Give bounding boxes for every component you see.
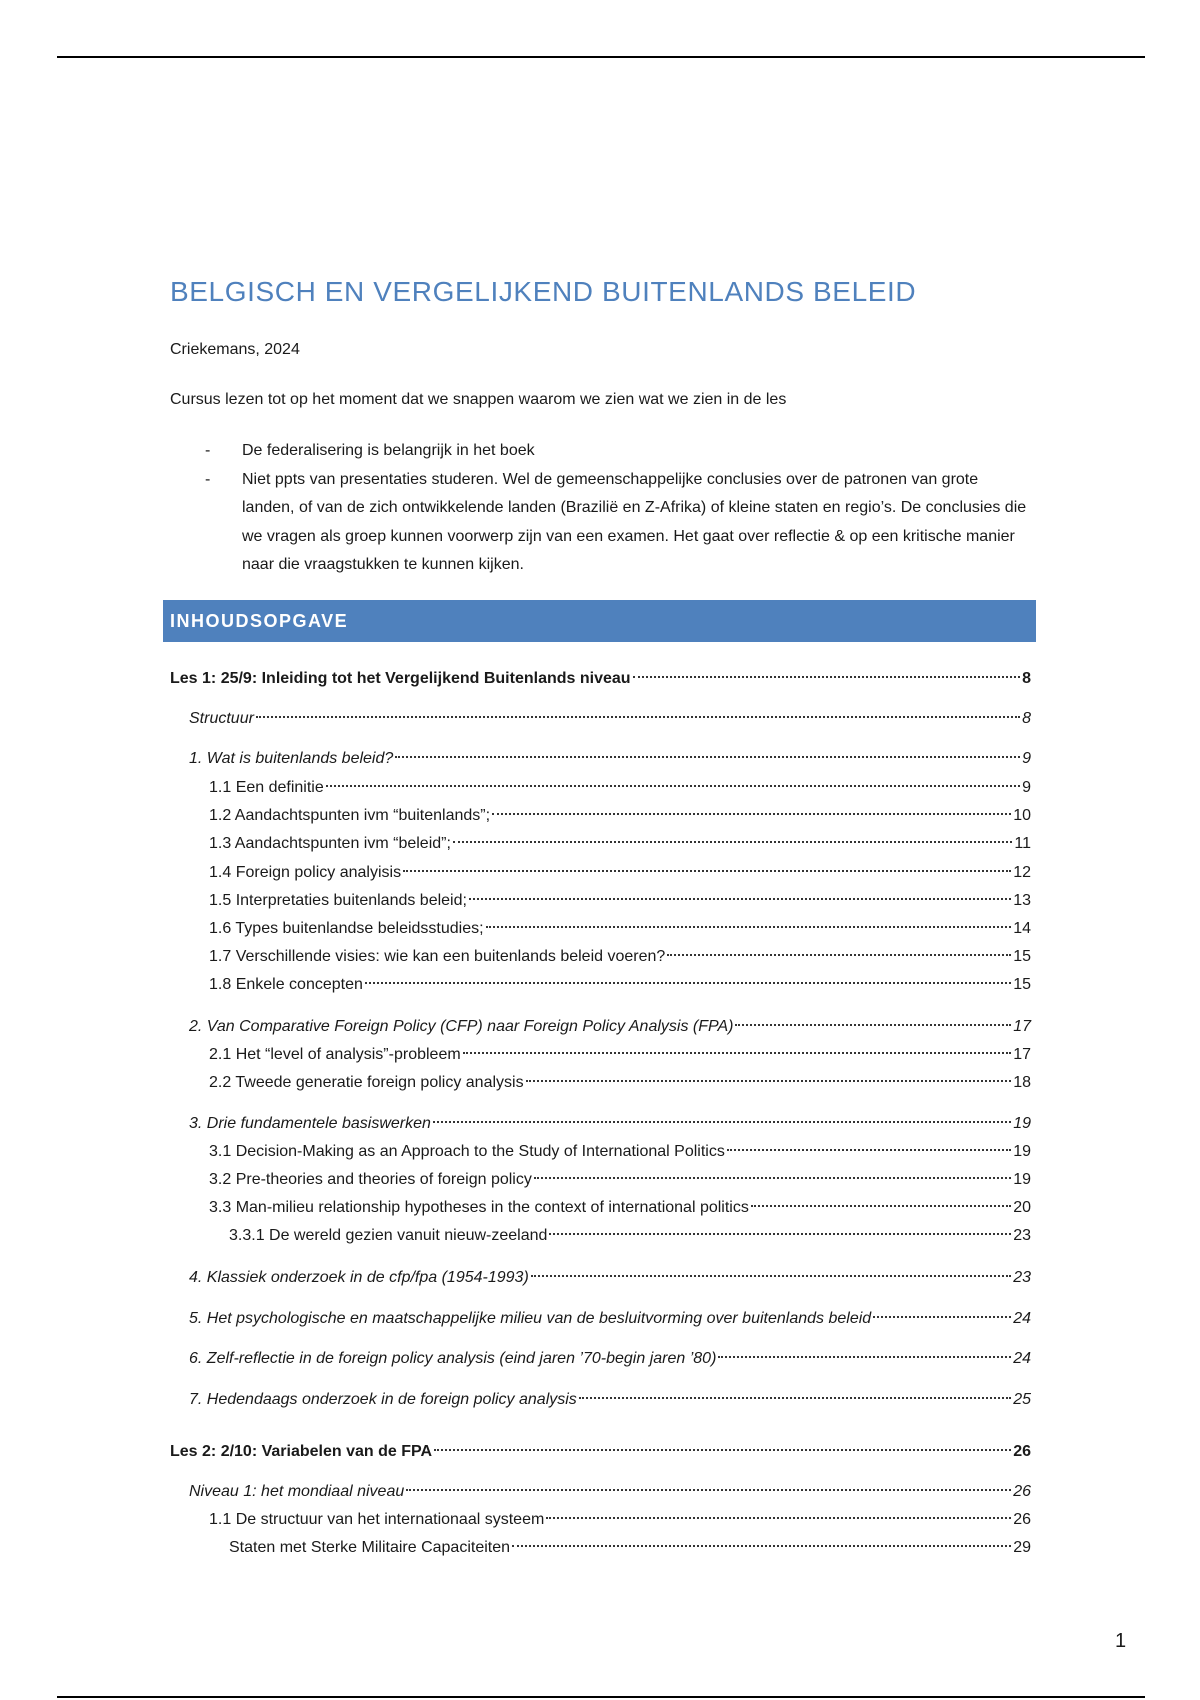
toc-entry[interactable] <box>209 1072 1031 1094</box>
toc-entry[interactable] <box>209 862 1031 884</box>
toc-entry[interactable] <box>209 777 1031 799</box>
toc-dot-leader <box>434 1449 1011 1451</box>
toc-entry-page: 23 <box>1013 1269 1031 1286</box>
toc-entry-page: 17 <box>1013 1046 1031 1063</box>
toc-entry-label: 1.8 Enkele concepten <box>209 976 363 993</box>
toc-entry-label: 2.1 Het “level of analysis”-probleem <box>209 1046 461 1063</box>
toc-dot-leader <box>512 1545 1011 1547</box>
toc-entry-page: 20 <box>1013 1199 1031 1216</box>
toc-dot-leader <box>486 926 1012 928</box>
toc-entry-label: Structuur <box>189 710 254 727</box>
list-item <box>170 437 1030 466</box>
toc-dot-leader <box>526 1080 1012 1082</box>
toc-entry-page: 9 <box>1022 779 1031 796</box>
toc-entry[interactable] <box>209 1509 1031 1531</box>
toc-dot-leader <box>395 756 1020 758</box>
toc-entry[interactable] <box>189 1267 1031 1289</box>
top-rule <box>57 56 1145 58</box>
toc-entry-label: 3. Drie fundamentele basiswerken <box>189 1115 431 1132</box>
toc-entry-page: 15 <box>1013 976 1031 993</box>
toc-entry[interactable] <box>189 1016 1031 1038</box>
toc-entry-label: 1.4 Foreign policy analyisis <box>209 864 402 881</box>
toc-entry-page: 14 <box>1013 920 1031 937</box>
toc-entry-label: 1. Wat is buitenlands beleid? <box>189 750 394 767</box>
toc-entry-label: 3.3 Man-milieu relationship hypotheses in the context of international politics <box>209 1199 749 1216</box>
toc-entry[interactable] <box>209 946 1031 968</box>
page-number: 1 <box>1115 1630 1127 1652</box>
toc-entry[interactable] <box>209 974 1031 996</box>
toc-entry-label: 1.6 Types buitenlandse beleidsstudies; <box>209 920 484 937</box>
toc-entry-label: 3.2 Pre-theories and theories of foreign policy <box>209 1171 532 1188</box>
toc-entry-label: 3.1 Decision-Making as an Approach to the Study of International Politics <box>209 1143 725 1160</box>
toc-dot-leader <box>727 1149 1011 1151</box>
toc-entry-page: 25 <box>1013 1391 1031 1408</box>
toc-dot-leader <box>633 676 1021 678</box>
toc-entry[interactable] <box>209 1044 1031 1066</box>
toc-dot-leader <box>492 813 1011 815</box>
toc-entry-page: 29 <box>1013 1539 1031 1556</box>
toc-dot-leader <box>256 716 1020 718</box>
toc-dot-leader <box>873 1316 1011 1318</box>
toc-entry[interactable] <box>189 1348 1031 1370</box>
toc-dot-leader <box>326 785 1020 787</box>
toc-dot-leader <box>667 954 1011 956</box>
toc-entry[interactable] <box>189 1113 1031 1135</box>
toc-dot-leader <box>469 898 1011 900</box>
toc-entry-page: 18 <box>1013 1074 1031 1091</box>
toc-dot-leader <box>751 1205 1011 1207</box>
toc-entry[interactable] <box>229 1537 1031 1559</box>
toc-entry-label: Staten met Sterke Militaire Capaciteiten <box>229 1539 511 1556</box>
toc-dot-leader <box>579 1397 1011 1399</box>
toc-entry-label: Les 2: 2/10: Variabelen van de FPA <box>170 1443 433 1460</box>
bullet-marker: - <box>205 442 211 459</box>
toc-entry-page: 15 <box>1013 948 1031 965</box>
toc-heading: INHOUDSOPGAVE <box>163 600 1036 642</box>
toc-entry-page: 26 <box>1013 1483 1031 1500</box>
toc-entry-label: 1.2 Aandachtspunten ivm “buitenlands”; <box>209 807 491 824</box>
toc-dot-leader <box>453 841 1012 843</box>
toc-entry-page: 9 <box>1022 750 1031 767</box>
toc-entry[interactable] <box>209 1197 1031 1219</box>
toc-entry-page: 26 <box>1013 1511 1031 1528</box>
toc-dot-leader <box>433 1121 1011 1123</box>
toc-entry-page: 19 <box>1013 1171 1031 1188</box>
toc-dot-leader <box>531 1275 1011 1277</box>
bullet-marker: - <box>205 470 211 488</box>
toc-entry[interactable] <box>209 918 1031 940</box>
toc-entry-label: 2.2 Tweede generatie foreign policy analysis <box>209 1074 524 1091</box>
toc-entry[interactable] <box>209 833 1031 855</box>
toc-entry-page: 11 <box>1014 835 1031 852</box>
toc-entry-page: 12 <box>1013 864 1031 881</box>
toc-entry-page: 23 <box>1013 1227 1031 1244</box>
toc-entry-label: 6. Zelf-reflectie in de foreign policy analysis (eind jaren ’70-begin jaren ’80) <box>189 1350 717 1367</box>
toc-entry-page: 8 <box>1022 710 1031 727</box>
toc-entry[interactable] <box>170 1441 1031 1463</box>
toc-entry-page: 24 <box>1013 1310 1031 1327</box>
toc-entry[interactable] <box>189 708 1031 730</box>
toc-dot-leader <box>546 1517 1011 1519</box>
toc-entry-page: 19 <box>1013 1115 1031 1132</box>
toc-entry[interactable] <box>209 805 1031 827</box>
toc-entry-page: 19 <box>1013 1143 1031 1160</box>
toc-entry-page: 13 <box>1013 892 1031 909</box>
author-line: Criekemans, 2024 <box>170 341 300 358</box>
toc-entry[interactable] <box>189 1481 1031 1503</box>
toc-entry[interactable] <box>189 1308 1031 1330</box>
toc-entry-label: Les 1: 25/9: Inleiding tot het Vergelijkend Buitenlands niveau <box>170 670 631 687</box>
toc-entry[interactable] <box>189 748 1031 770</box>
toc-dot-leader <box>735 1024 1011 1026</box>
bottom-rule <box>57 1696 1145 1698</box>
toc-dot-leader <box>463 1052 1012 1054</box>
bullet-text: Niet ppts van presentaties studeren. Wel de gemeenschappelijke conclusies over de patronen van grote landen, of van de zich ontwikkelende landen (Brazilië en Z-Afrika) of kleine staten en regio’s. De conclusies die we vragen als groep kunnen voorwerp zijn van een examen. Het gaat over reflectie & op een kritische manier naar die vraagstukken te kunnen kijken. <box>242 470 1027 573</box>
toc-entry-label: 4. Klassiek onderzoek in de cfp/fpa (1954-1993) <box>189 1269 529 1286</box>
toc-dot-leader <box>365 982 1011 984</box>
document-title: BELGISCH EN VERGELIJKEND BUITENLANDS BELEID <box>170 276 917 307</box>
toc-dot-leader <box>403 870 1011 872</box>
toc-entry-label: 3.3.1 De wereld gezien vanuit nieuw-zeeland <box>229 1227 548 1244</box>
toc-entry-label: 1.3 Aandachtspunten ivm “beleid”; <box>209 835 451 852</box>
toc-entry[interactable] <box>170 668 1031 690</box>
toc-entry[interactable] <box>209 1169 1031 1191</box>
toc-entry-label: 1.5 Interpretaties buitenlands beleid; <box>209 892 467 909</box>
toc-entry-label: 2. Van Comparative Foreign Policy (CFP) naar Foreign Policy Analysis (FPA) <box>189 1018 734 1035</box>
toc-entry[interactable] <box>209 1141 1031 1163</box>
toc-entry-label: 7. Hedendaags onderzoek in de foreign policy analysis <box>189 1391 577 1408</box>
toc-entry-page: 10 <box>1013 807 1031 824</box>
bullet-text: De federalisering is belangrijk in het boek <box>242 442 535 459</box>
toc-entry-label: 1.1 De structuur van het internationaal systeem <box>209 1511 545 1528</box>
bullet-list <box>170 437 1030 580</box>
toc-dot-leader <box>534 1177 1011 1179</box>
toc-entry-label: Niveau 1: het mondiaal niveau <box>189 1483 405 1500</box>
toc-entry[interactable] <box>209 890 1031 912</box>
toc-entry[interactable] <box>189 1389 1031 1411</box>
toc-dot-leader <box>718 1356 1011 1358</box>
toc-entry-page: 26 <box>1013 1443 1031 1460</box>
toc-dot-leader <box>549 1233 1011 1235</box>
toc-entry-page: 17 <box>1013 1018 1031 1035</box>
toc-entry-label: 1.7 Verschillende visies: wie kan een buitenlands beleid voeren? <box>209 948 666 965</box>
toc-dot-leader <box>406 1489 1011 1491</box>
toc-entry[interactable] <box>229 1225 1031 1247</box>
toc-entry-label: 1.1 Een definitie <box>209 779 324 796</box>
toc-entry-page: 8 <box>1022 670 1031 687</box>
toc-entry-page: 24 <box>1013 1350 1031 1367</box>
list-item <box>170 466 1030 580</box>
toc-entry-label: 5. Het psychologische en maatschappelijke milieu van de besluitvorming over buitenlands beleid <box>189 1310 872 1327</box>
intro-paragraph: Cursus lezen tot op het moment dat we snappen waarom we zien wat we zien in de les <box>170 391 787 408</box>
